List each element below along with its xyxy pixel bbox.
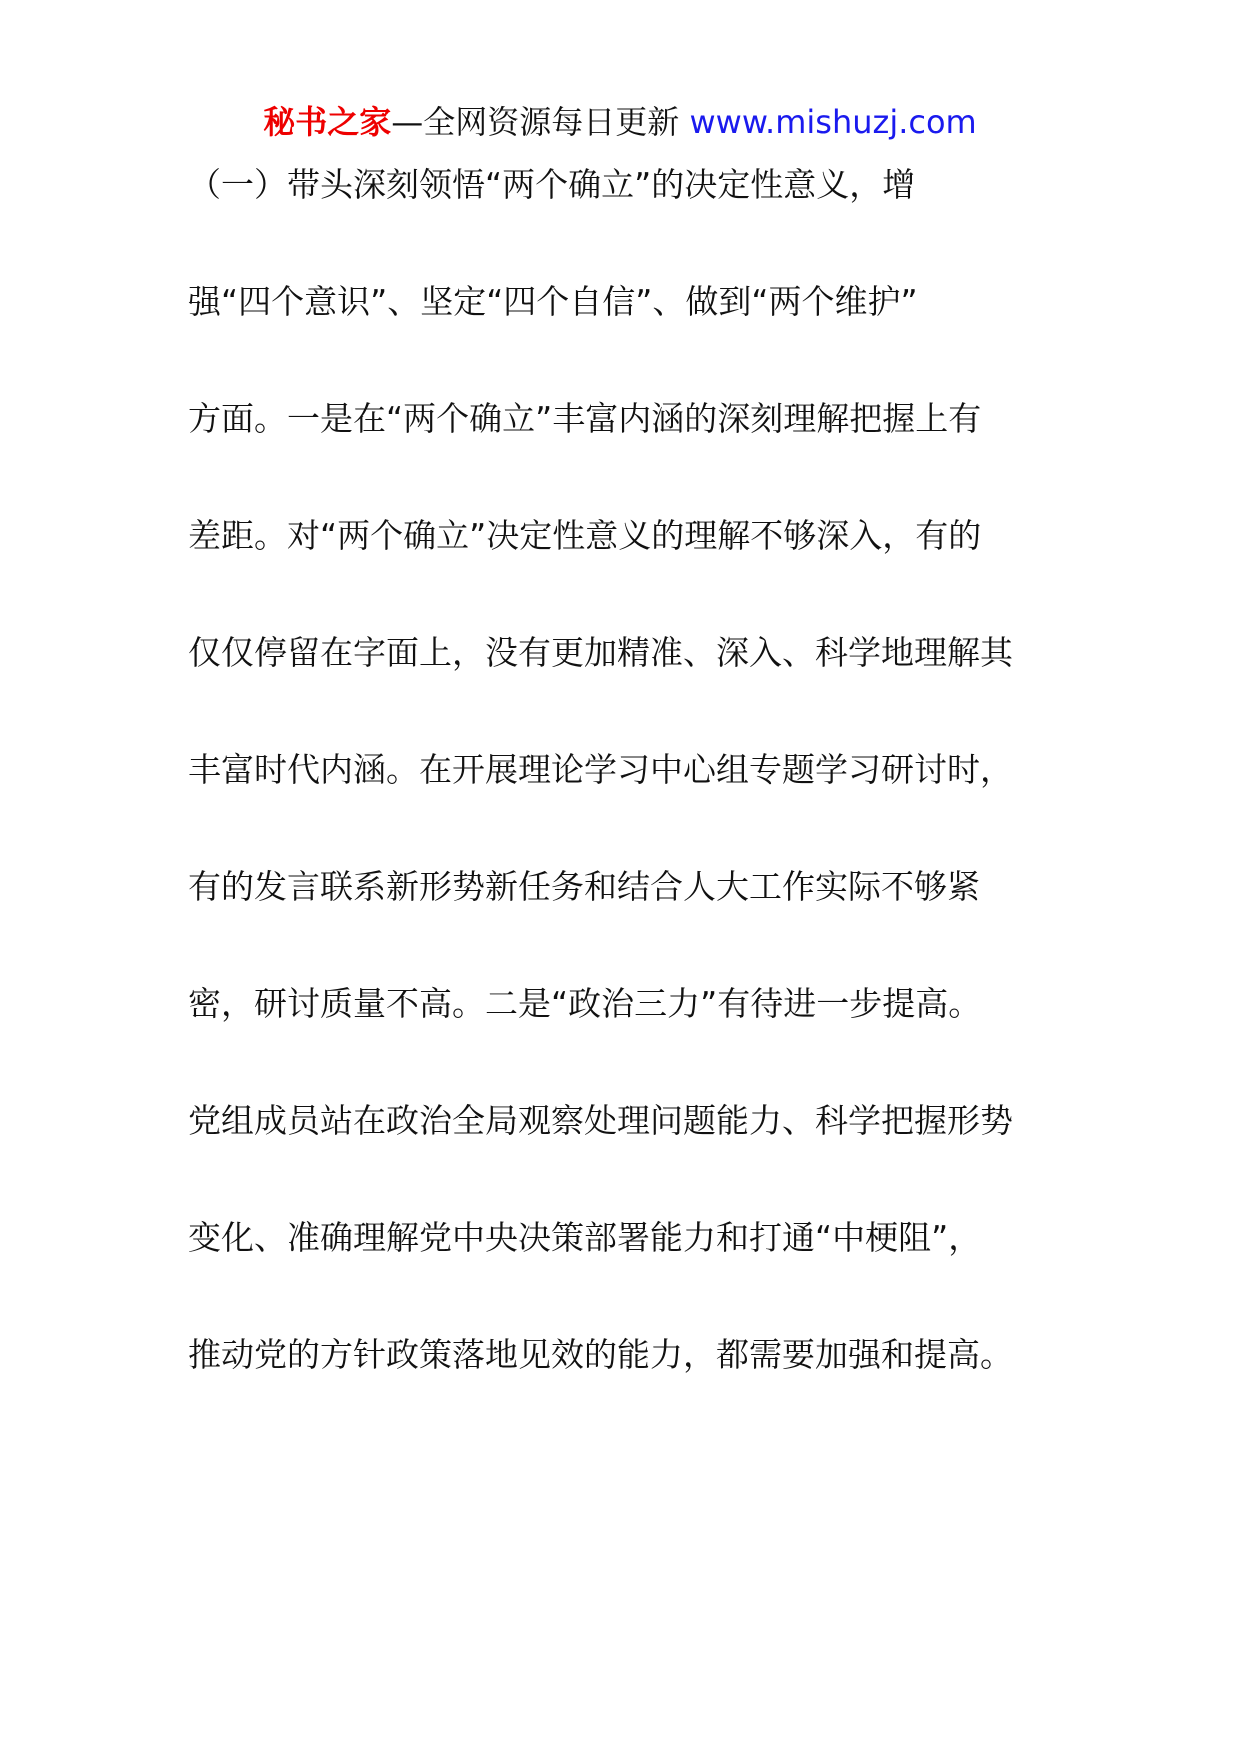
site-header	[0, 100, 1240, 144]
paragraph-line: 方面。一是在“两个确立”丰富内涵的深刻理解把握上有	[188, 399, 982, 438]
header-tagline: —全网资源每日更新	[391, 103, 690, 141]
paragraph-line: 密，研讨质量不高。二是“政治三力”有待进一步提高。	[188, 984, 982, 1023]
paragraph-line: 推动党的方针政策落地见效的能力，都需要加强和提高。	[188, 1335, 1013, 1374]
paragraph-line: 差距。对“两个确立”决定性意义的理解不够深入，有的	[188, 516, 982, 555]
brand-name: 秘书之家	[263, 103, 392, 141]
paragraph-line: 党组成员站在政治全局观察处理问题能力、科学把握形势	[188, 1101, 1013, 1140]
paragraph-line: 变化、准确理解党中央决策部署能力和打通“中梗阻”，	[188, 1218, 982, 1257]
paragraph-line: （一）带头深刻领悟“两个确立”的决定性意义，增	[188, 165, 916, 204]
paragraph-line: 强“四个意识”、坚定“四个自信”、做到“两个维护”	[188, 282, 918, 321]
paragraph-line: 有的发言联系新形势新任务和结合人大工作实际不够紧	[188, 867, 980, 906]
paragraph-line: 丰富时代内涵。在开展理论学习中心组专题学习研讨时，	[188, 750, 1013, 789]
site-url-link[interactable]: www.mishuzj.com	[689, 103, 977, 141]
paragraph-line: 仅仅停留在字面上，没有更加精准、深入、科学地理解其	[188, 633, 1013, 672]
